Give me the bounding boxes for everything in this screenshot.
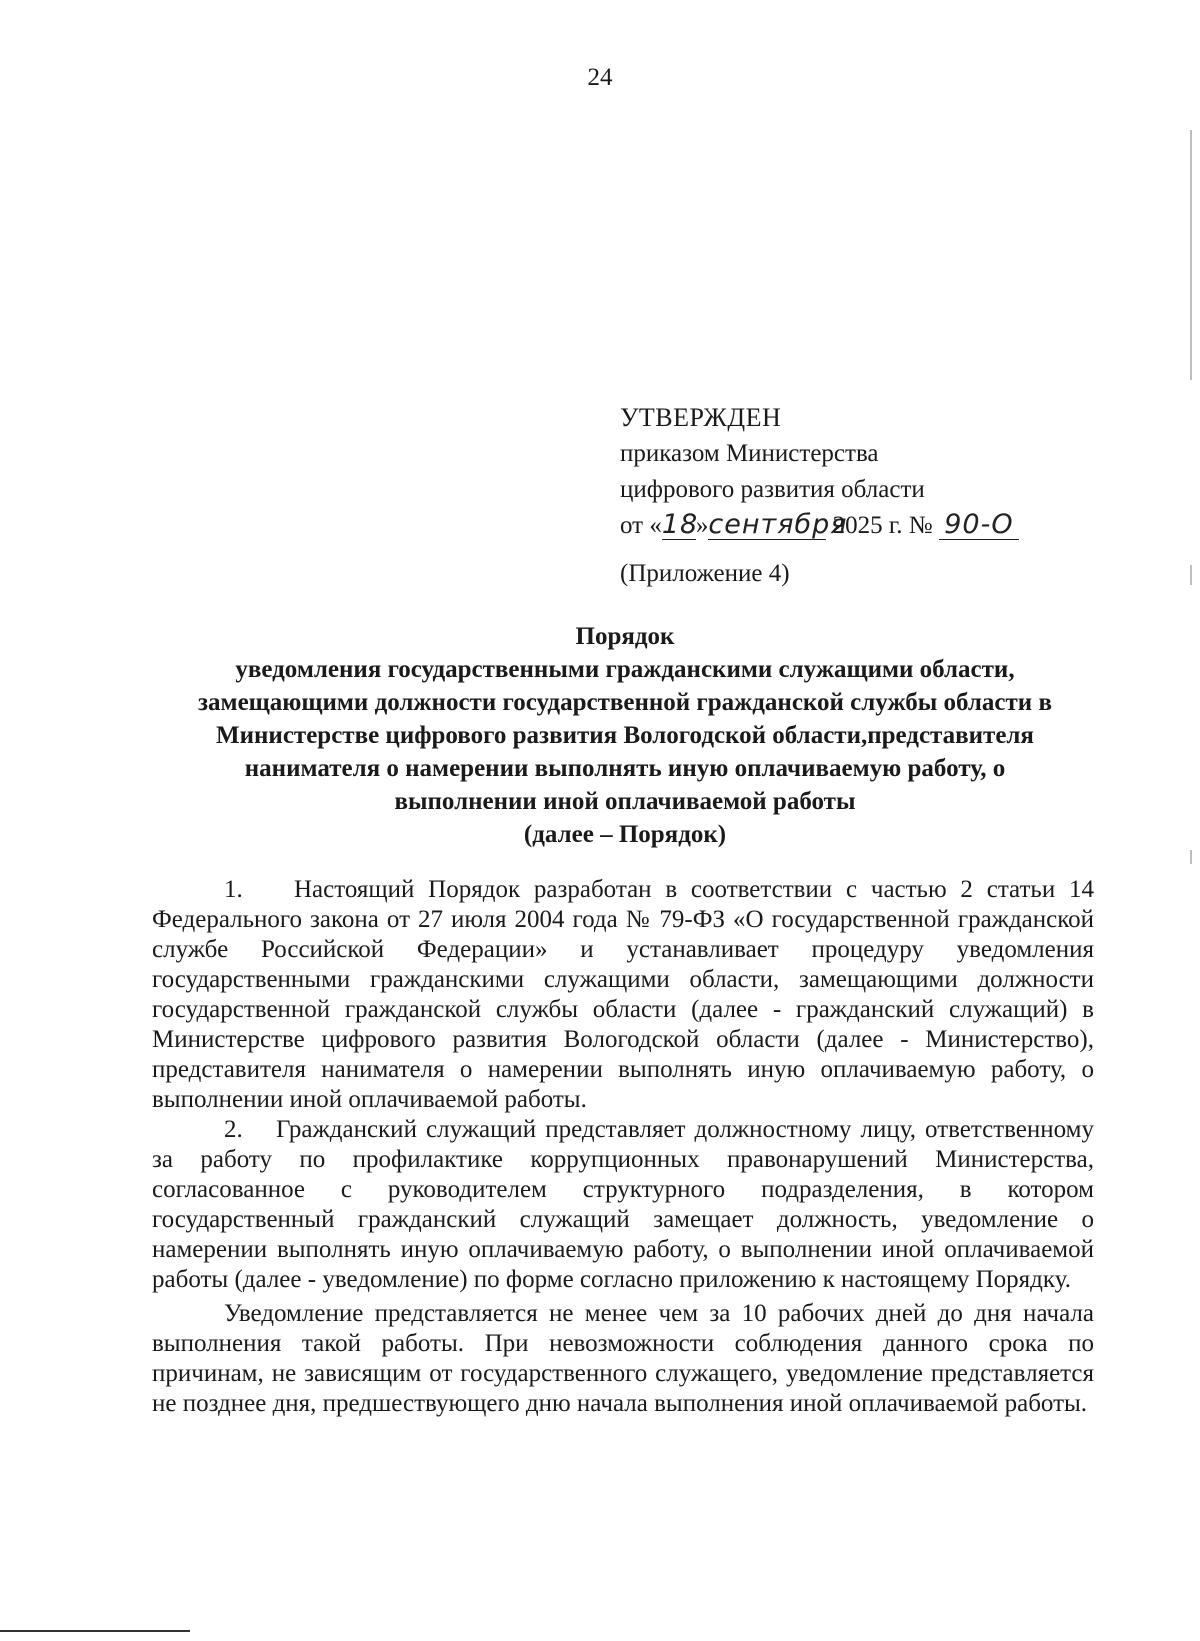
scan-edge-mark (1190, 850, 1192, 864)
paragraph-1 (152, 875, 1094, 1115)
paragraph-text: Гражданский служащий представляет должностному лицу, ответственному за работу по профилактике коррупционных правонарушений Министерства, согласованное с руководителем структурного подразделения, в котором государственный гражданский служащий замещает должность, уведомление о намерении выполнять иную оплачиваемую работу, о выполнении иной оплачиваемой работы (далее - уведомление) по форме согласно приложению к настоящему Порядку. (152, 1116, 1094, 1293)
date-prefix: от « (620, 512, 662, 539)
document-title (150, 620, 1100, 851)
paragraph-text: Настоящий Порядок разработан в соответствии с частью 2 статьи 14 Федерального закона от 27 июля 2004 года № 79-ФЗ «О государственной гражданской службе Российской Федерации» и устанавливает процедуру уведомления государственными гражданскими служащими области, замещающими должности государственной гражданской службы области (далее - гражданский служащий) в Министерстве цифрового развития Вологодской области (далее - Министерство), представителя нанимателя о намерении выполнять иную оплачиваемую работу, о выполнении иной оплачиваемой работы. (152, 876, 1094, 1113)
document-body (152, 875, 1094, 1419)
title-line: уведомления государственными гражданскими служащими области, (235, 656, 1015, 683)
page-number: 24 (587, 64, 613, 91)
title-line: (далее – Порядок) (523, 821, 727, 848)
scan-edge-mark (1190, 565, 1192, 585)
title-line: Порядок (575, 623, 675, 650)
date-mid: » (695, 512, 709, 539)
footnote-divider (0, 1630, 190, 1632)
date-month: сентября (708, 509, 848, 540)
title-line: нанимателя о намерении выполнять иную оплачиваемую работу, о (244, 755, 1006, 782)
paragraph-number: 2. (224, 1116, 243, 1143)
order-number: 90-О (939, 511, 1019, 540)
date-year: 2025 г. № (832, 512, 933, 539)
scan-edge-mark (1190, 130, 1192, 380)
paragraph-text: Уведомление представляется не менее чем за 10 рабочих дней до дня начала выполнения такой работы. При невозможности соблюдения данного срока по причинам, не зависящим от государственного служащего, уведомление представляется не позднее дня, предшествующего дню начала выполнения иной оплачиваемой работы. (152, 1300, 1094, 1417)
paragraph-number: 1. (224, 876, 243, 903)
paragraph-3 (152, 1299, 1094, 1419)
title-line: Министерстве цифрового развития Вологодской области,представителя (216, 722, 1034, 749)
approval-date-line (620, 508, 1140, 544)
date-day: 18 (661, 509, 699, 540)
appendix-note: (Приложение 4) (620, 560, 790, 587)
approval-block (620, 400, 1140, 544)
approval-line-2: цифрового развития области (620, 476, 925, 503)
approval-line-1: приказом Министерства (620, 440, 879, 467)
approval-heading: УТВЕРЖДЕН (620, 403, 782, 432)
title-line: выполнении иной оплачиваемой работы (394, 788, 856, 815)
paragraph-2 (152, 1115, 1094, 1295)
title-line: замещающими должности государственной гражданской службы области в (198, 689, 1052, 716)
